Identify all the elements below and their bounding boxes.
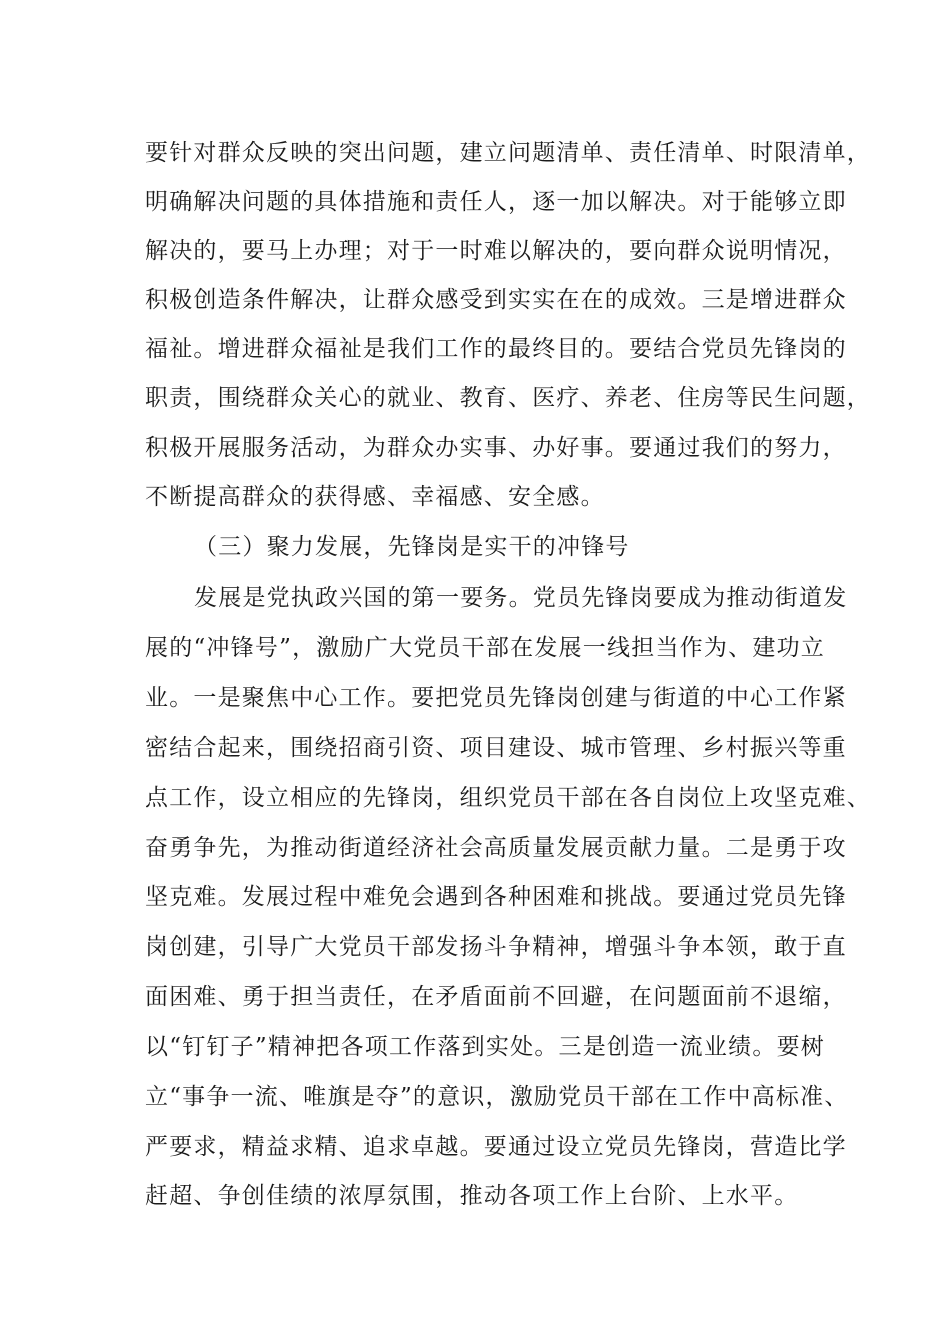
paragraph-line: 发展是党执政兴国的第一要务。党员先锋岗要成为推动街道发	[194, 585, 848, 611]
paragraph-line: 坚克难。发展过程中难免会遇到各种困难和挑战。要通过党员先锋	[145, 884, 847, 910]
section-heading: （三）聚力发展，先锋岗是实干的冲锋号	[194, 534, 630, 560]
paragraph-line: 不断提高群众的获得感、幸福感、安全感。	[145, 484, 605, 510]
paragraph-line: 明确解决问题的具体措施和责任人，逐一加以解决。对于能够立即	[145, 189, 847, 215]
paragraph-line: 业。一是聚焦中心工作。要把党员先锋岗创建与街道的中心工作紧	[145, 685, 847, 711]
paragraph-line: 职责，围绕群众关心的就业、教育、医疗、养老、住房等民生问题，	[145, 385, 871, 411]
paragraph-line: 积极创造条件解决，让群众感受到实实在在的成效。三是增进群众	[145, 287, 847, 313]
paragraph-line: 要针对群众反映的突出问题，建立问题清单、责任清单、时限清单，	[145, 140, 871, 166]
paragraph-line: 展的“冲锋号”，激励广大党员干部在发展一线担当作为、建功立	[145, 635, 825, 661]
paragraph-line: 立“事争一流、唯旗是夺”的意识，激励党员干部在工作中高标准、	[145, 1084, 849, 1110]
paragraph-line: 点工作，设立相应的先锋岗，组织党员干部在各自岗位上攻坚克难、	[145, 785, 871, 811]
paragraph-line: 密结合起来，围绕招商引资、项目建设、城市管理、乡村振兴等重	[145, 735, 847, 761]
paragraph-line: 以“钉钉子”精神把各项工作落到实处。三是创造一流业绩。要树	[145, 1034, 825, 1060]
paragraph-line: 严要求，精益求精、追求卓越。要通过设立党员先锋岗，营造比学	[145, 1134, 847, 1160]
paragraph-line: 积极开展服务活动，为群众办实事、办好事。要通过我们的努力，	[145, 435, 847, 461]
paragraph-line: 赶超、争创佳绩的浓厚氛围，推动各项工作上台阶、上水平。	[145, 1183, 799, 1209]
paragraph-line: 解决的，要马上办理；对于一时难以解决的，要向群众说明情况，	[145, 238, 847, 264]
paragraph-line: 奋勇争先，为推动街道经济社会高质量发展贡献力量。二是勇于攻	[145, 835, 847, 861]
paragraph-line: 面困难、勇于担当责任，在矛盾面前不回避，在问题面前不退缩，	[145, 984, 847, 1010]
paragraph-line: 福祉。增进群众福祉是我们工作的最终目的。要结合党员先锋岗的	[145, 336, 847, 362]
paragraph-line: 岗创建，引导广大党员干部发扬斗争精神，增强斗争本领，敢于直	[145, 934, 847, 960]
